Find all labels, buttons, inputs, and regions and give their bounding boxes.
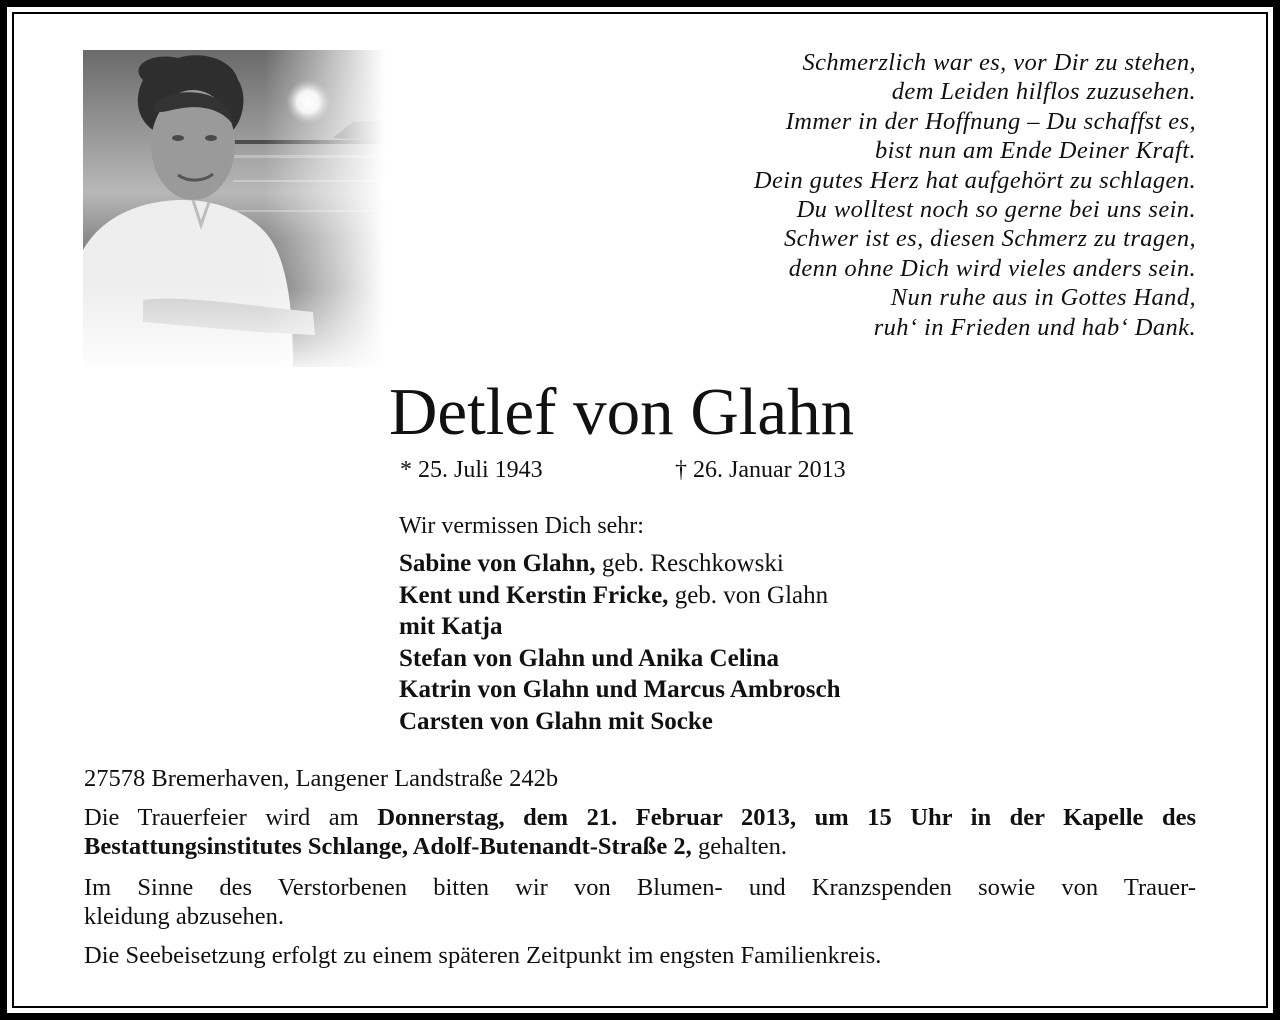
poem-line: Schwer ist es, diesen Schmerz zu tragen, [783, 225, 1196, 253]
family-entry [399, 580, 841, 612]
poem-line: Du wolltest noch so gerne bei uns sein. [796, 196, 1196, 224]
ceremony-location: Bestattungsinstitutes Schlange, Adolf-Butenandt-Straße 2, [84, 833, 692, 860]
burial-note: Die Seebeisetzung erfolgt zu einem späteren Zeitpunkt im engsten Familienkreis. [84, 942, 882, 969]
poem-line: Dein gutes Herz hat aufgehört zu schlagen. [753, 166, 1196, 194]
family-name: Carsten von Glahn mit Socke [399, 707, 713, 735]
family-name: Kent und Kerstin Fricke, [399, 581, 669, 609]
family-name: Sabine von Glahn, [399, 550, 596, 577]
wishes-line-1: Im Sinne des Verstorbenen bitten wir von Blumen- und Kranzspenden sowie von Trauer- [84, 874, 1196, 901]
portrait-photo [83, 50, 385, 367]
family-entry [399, 548, 841, 580]
miss-line: Wir vermissen Dich sehr: [399, 513, 644, 539]
family-entry [399, 674, 841, 706]
wishes-line-2: kleidung abzusehen. [84, 903, 285, 930]
family-entry [399, 611, 841, 643]
family-note: geb. Reschkowski [595, 550, 784, 577]
poem-line: bist nun am Ende Deiner Kraft. [875, 137, 1196, 165]
poem [754, 48, 1196, 342]
poem-line: dem Leiden hilflos zuzusehen. [891, 78, 1196, 106]
death-date: † 26. Januar 2013 [675, 457, 846, 483]
family-name: mit Katja [399, 613, 503, 641]
ceremony-intro: Die Trauerfeier wird am [84, 804, 378, 831]
family-list [399, 548, 841, 738]
ceremony-details: Donnerstag, dem 21. Februar 2013, um 15 Uhr in der Kapelle des [377, 804, 1196, 831]
address: 27578 Bremerhaven, Langener Landstraße 242b [84, 765, 559, 792]
family-name: Katrin von Glahn und Marcus Ambrosch [399, 676, 841, 704]
family-entry [399, 706, 841, 738]
family-entry [399, 643, 841, 675]
ceremony-line-1 [84, 803, 1196, 832]
family-name: Stefan von Glahn und Anika Celina [399, 644, 779, 672]
poem-line: ruh‘ in Frieden und hab‘ Dank. [873, 313, 1196, 341]
ceremony-line-2 [84, 832, 1196, 861]
poem-line: denn ohne Dich wird vieles anders sein. [788, 254, 1196, 282]
family-note: geb. von Glahn [668, 581, 829, 609]
poem-line: Nun ruhe aus in Gottes Hand, [890, 284, 1196, 312]
birth-date: * 25. Juli 1943 [400, 457, 543, 483]
ceremony-end: gehalten. [691, 833, 788, 860]
poem-line: Immer in der Hoffnung – Du schaffst es, [785, 107, 1196, 135]
deceased-name: Detlef von Glahn [389, 375, 855, 449]
poem-line: Schmerzlich war es, vor Dir zu stehen, [802, 49, 1196, 76]
